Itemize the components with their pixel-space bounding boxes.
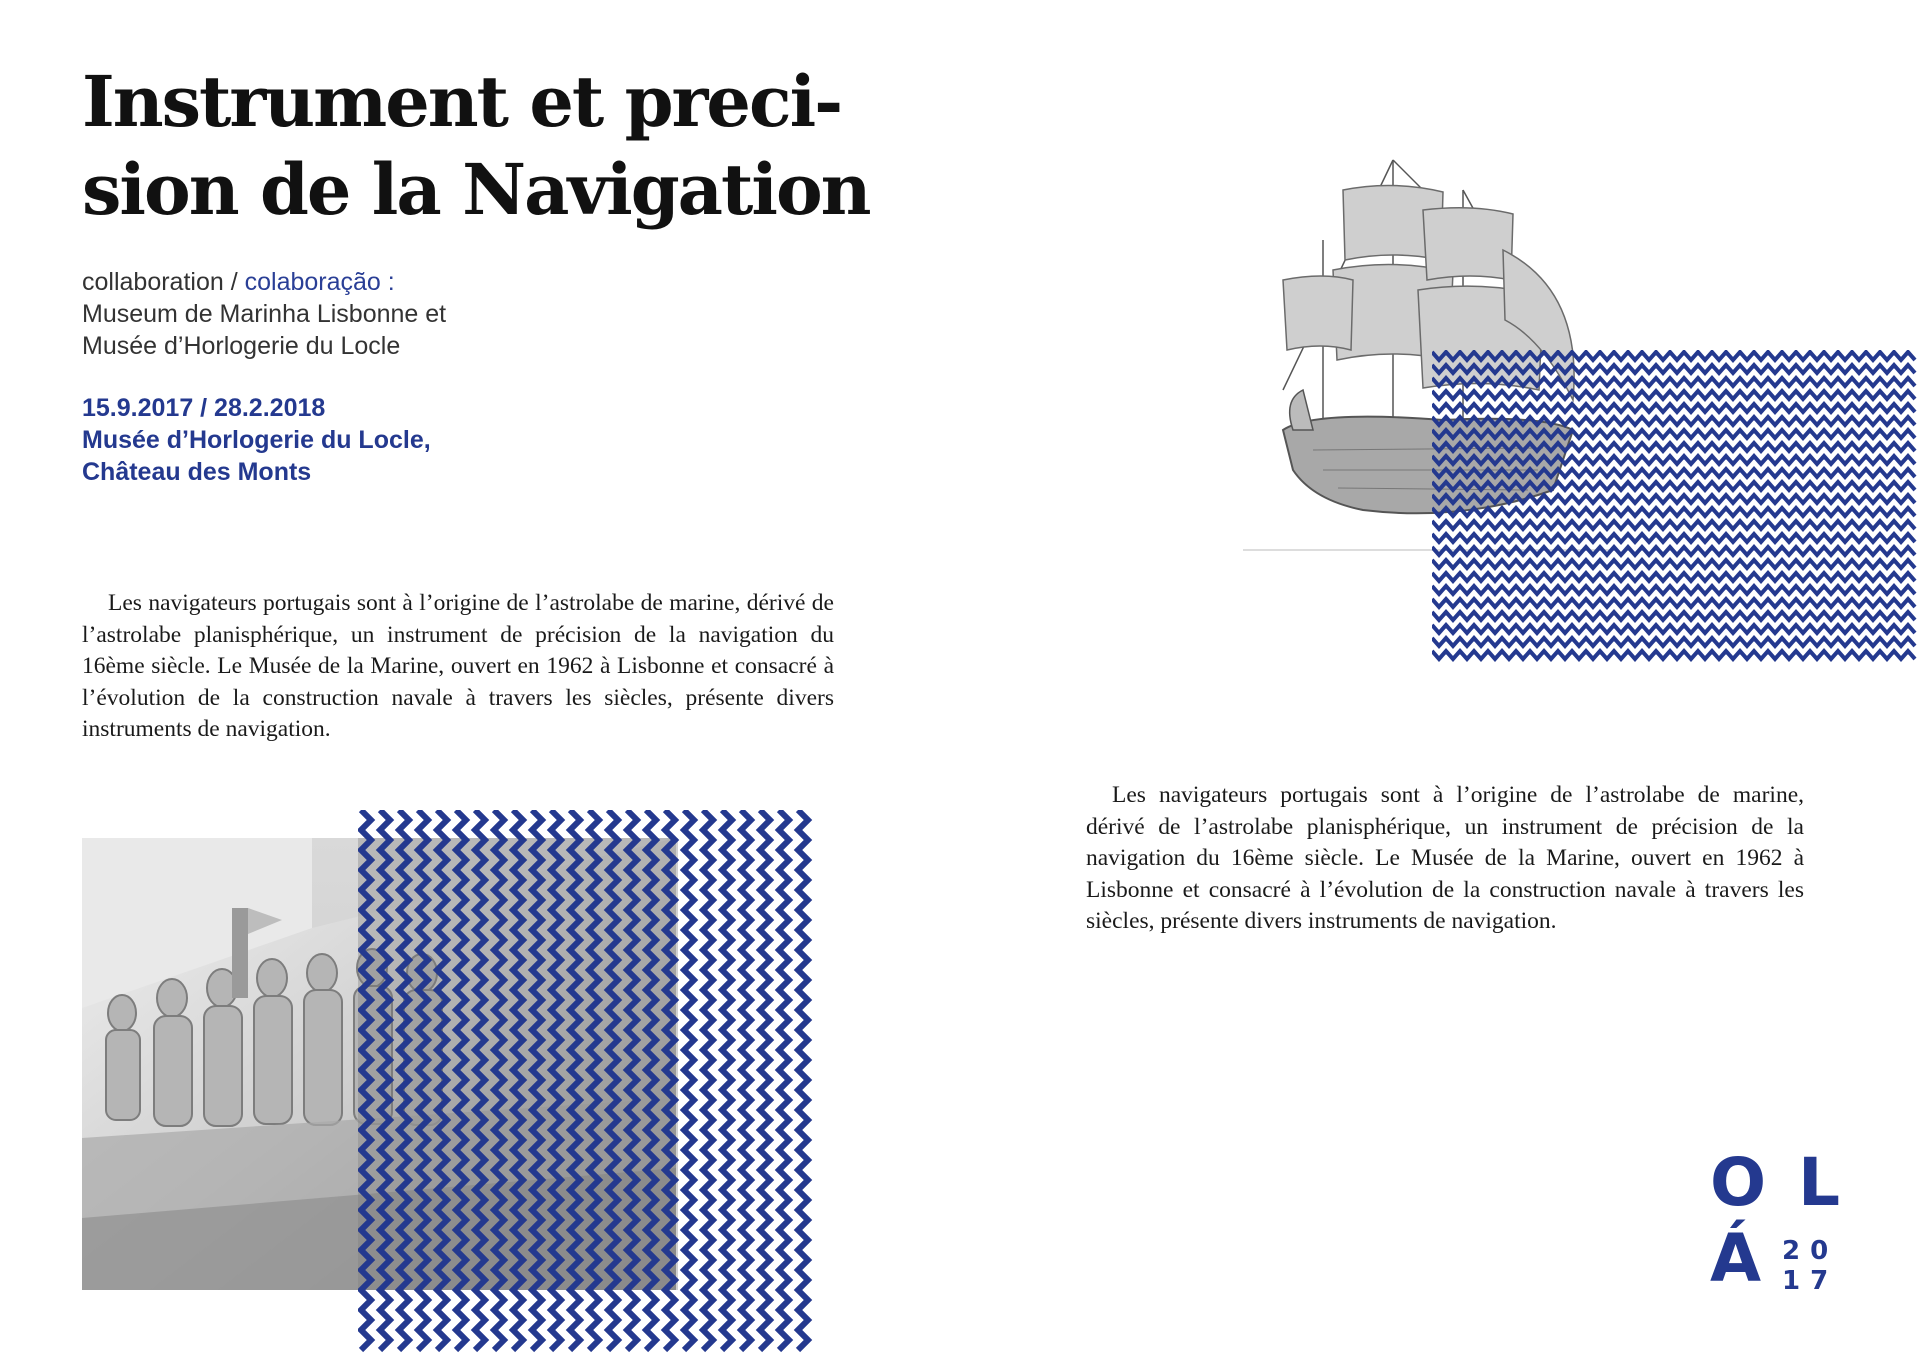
zigzag-line <box>1432 352 1915 360</box>
zigzag-line <box>1432 586 1915 594</box>
collaboration-label-fr: collaboration <box>82 268 224 296</box>
zigzag-line <box>760 810 770 1350</box>
zigzag-line <box>741 810 751 1350</box>
zigzag-line <box>1432 430 1915 438</box>
zigzag-line <box>1432 560 1915 568</box>
logo-letter-a: Á <box>1710 1220 1762 1297</box>
event-info <box>82 392 682 488</box>
zigzag-line <box>1432 456 1915 464</box>
wave-pattern-bottom <box>358 810 824 1353</box>
event-venue-line-1: Musée d’Horlogerie du Locle, <box>82 426 431 454</box>
zigzag-line <box>779 810 789 1350</box>
logo-year-top: 20 <box>1782 1236 1839 1266</box>
zigzag-line <box>1432 391 1915 399</box>
ola-2017-logo <box>1702 1144 1862 1300</box>
collaboration-label-line <box>82 266 682 298</box>
zigzag-line <box>1432 365 1915 373</box>
zigzag-line <box>1432 404 1915 412</box>
zigzag-line <box>1432 508 1915 516</box>
zigzag-line <box>1432 482 1915 490</box>
zigzag-line <box>1432 599 1915 607</box>
zigzag-line <box>1432 625 1915 633</box>
zigzag-line <box>722 810 732 1350</box>
zigzag-line <box>1432 495 1915 503</box>
zigzag-line <box>1432 443 1915 451</box>
collaboration-colon: : <box>380 268 395 296</box>
body-paragraph-left: Les navigateurs portugais sont à l’origine de l’astrolabe de marine, dérivé de l’astrolabe planisphérique, un instrument de précision de la navigation du 16ème siècle. Le Musée de la Marine, ouvert en 1962 à Lisbonne et consacré à l’évolution de la construction navale à travers les siècles, présente divers instruments de navigation. <box>82 590 834 742</box>
zigzag-line <box>684 810 694 1350</box>
zigzag-line <box>1432 651 1915 659</box>
logo-letter-o: O <box>1710 1144 1767 1221</box>
zigzag-line <box>1432 612 1915 620</box>
collaboration-label-pt: colaboração <box>244 268 381 296</box>
zigzag-line <box>1432 469 1915 477</box>
wave-pattern-top <box>1432 350 1920 662</box>
title-line-1: Instrument et preci- <box>82 60 842 143</box>
zigzag-line <box>1432 534 1915 542</box>
zigzag-line <box>1432 378 1915 386</box>
zigzag-line <box>798 810 808 1350</box>
collaboration-partner-2: Musée d’Horlogerie du Locle <box>82 332 401 360</box>
event-dates: 15.9.2017 / 28.2.2018 <box>82 394 326 422</box>
zigzag-line <box>1432 417 1915 425</box>
zigzag-line <box>703 810 713 1350</box>
body-paragraph-right: Les navigateurs portugais sont à l’origine de l’astrolabe de marine, dérivé de l’astrolabe planisphérique, un instrument de précision de la navigation du 16ème siècle. Le Musée de la Marine, ouvert en 1962 à Lisbonne et consacré à l’évolution de la construction navale à travers les siècles, présente divers instruments de navigation. <box>1086 782 1804 934</box>
collaboration-partner-1: Museum de Marinha Lisbonne et <box>82 300 447 328</box>
zigzag-line <box>1432 638 1915 646</box>
collaboration-block <box>82 266 682 362</box>
zigzag-line <box>1432 547 1915 555</box>
zigzag-line <box>1432 521 1915 529</box>
logo-letter-l: L <box>1798 1144 1841 1221</box>
zigzag-line <box>1432 573 1915 581</box>
collaboration-separator: / <box>223 268 245 296</box>
event-venue-line-2: Château des Monts <box>82 458 312 486</box>
title-line-2: sion de la Navigation <box>82 148 870 231</box>
logo-year-bottom: 17 <box>1782 1266 1839 1296</box>
page-title <box>82 58 882 234</box>
